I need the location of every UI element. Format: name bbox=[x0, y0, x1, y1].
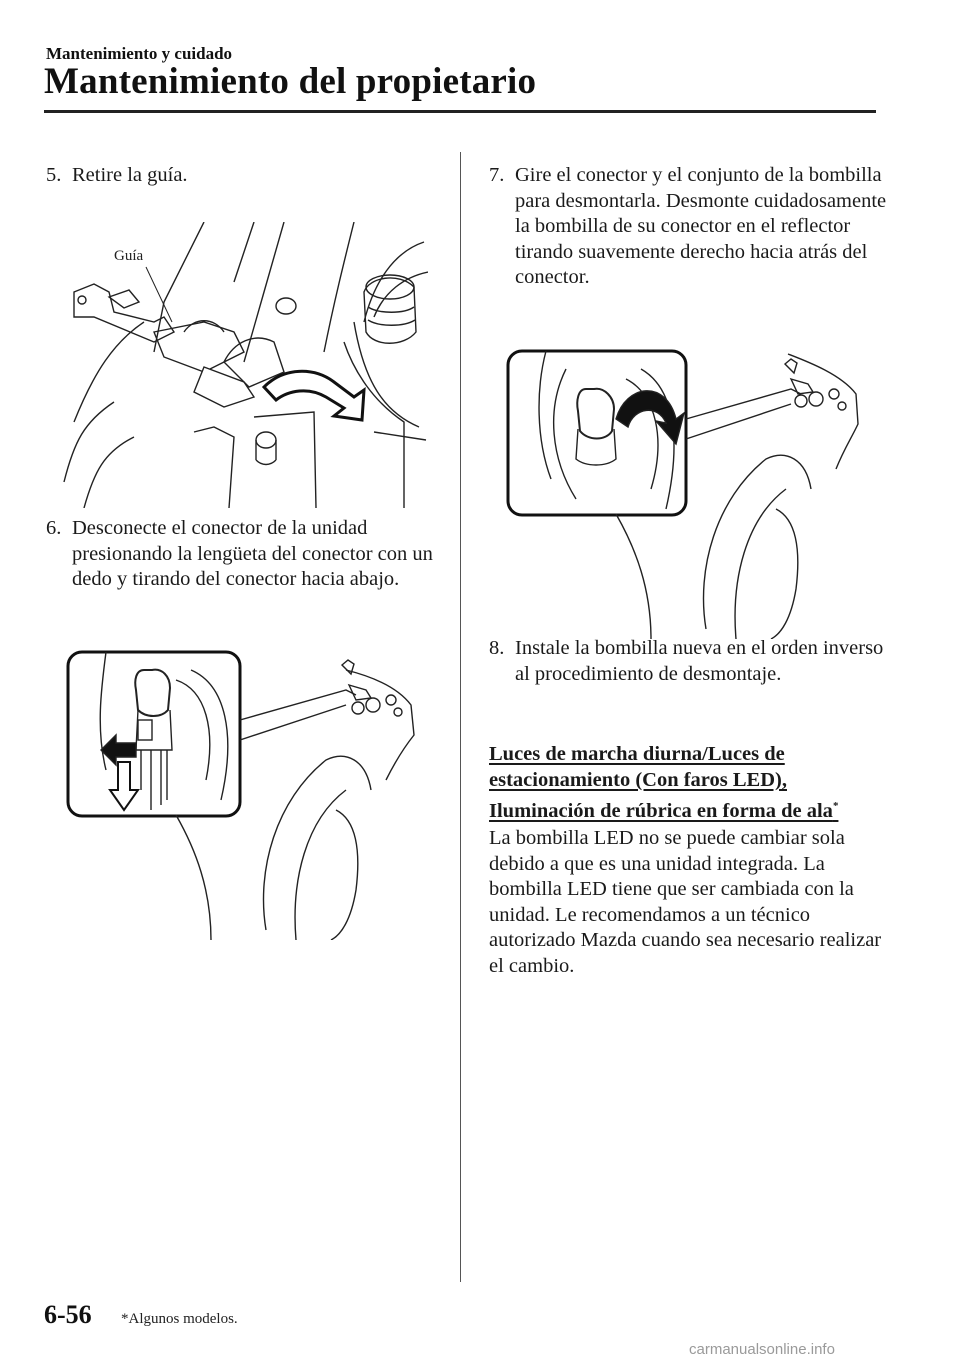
section-heading bbox=[489, 741, 879, 824]
step-7 bbox=[489, 163, 889, 291]
guide-clip-illustration bbox=[74, 284, 284, 407]
figure-guide-removal bbox=[54, 222, 428, 508]
step-5 bbox=[46, 163, 446, 189]
step-number: 8. bbox=[489, 637, 505, 659]
footnote: *Algunos modelos. bbox=[121, 1311, 238, 1327]
step-number: 7. bbox=[489, 164, 505, 186]
page-title: Mantenimiento del propietario bbox=[44, 61, 537, 102]
page-number: 6-56 bbox=[44, 1300, 92, 1329]
guide-label: Guía bbox=[114, 248, 144, 264]
step-6 bbox=[46, 516, 446, 593]
figure-connector-disconnect bbox=[66, 650, 416, 940]
figure-bulb-rotation bbox=[506, 349, 862, 639]
column-divider bbox=[460, 152, 461, 1282]
step-number: 5. bbox=[46, 164, 62, 186]
step-text: Retire la guía. bbox=[72, 164, 188, 186]
section-paragraph: La bombilla LED no se puede cambiar sola debido a que es una unidad integrada. La bombilla LED tiene que ser cambiada con la unidad. Le recomendamos a un técnico autorizado Mazda cuando sea necesario realizar el cambio. bbox=[489, 827, 882, 977]
header-divider bbox=[44, 110, 876, 113]
step-text: Instale la bombilla nueva en el orden inverso al procedimiento de desmontaje. bbox=[515, 637, 884, 685]
step-8 bbox=[489, 636, 889, 687]
some-models-marker: * bbox=[832, 800, 839, 812]
watermark: carmanualsonline.info bbox=[689, 1341, 835, 1358]
socket-illustration bbox=[364, 275, 416, 343]
headlight-housing-illustration bbox=[686, 354, 858, 469]
step-text: Gire el conector y el conjunto de la bombilla para desmontarla. Desmonte cuidadosamente la bombilla de su conector en el reflector tirando suavemente derecho hacia atrás del conector. bbox=[515, 164, 887, 288]
section-header: Mantenimiento y cuidado bbox=[46, 44, 233, 63]
headlight-housing-illustration bbox=[240, 660, 414, 780]
step-text: Desconecte el conector de la unidad presionando la lengüeta del conector con un dedo y tirando del conector hacia abajo. bbox=[72, 517, 433, 590]
section-heading-text: Luces de marcha diurna/Luces de estacionamiento (Con faros LED), Iluminación de rúbrica en forma de ala bbox=[489, 743, 833, 822]
step-number: 6. bbox=[46, 517, 62, 539]
